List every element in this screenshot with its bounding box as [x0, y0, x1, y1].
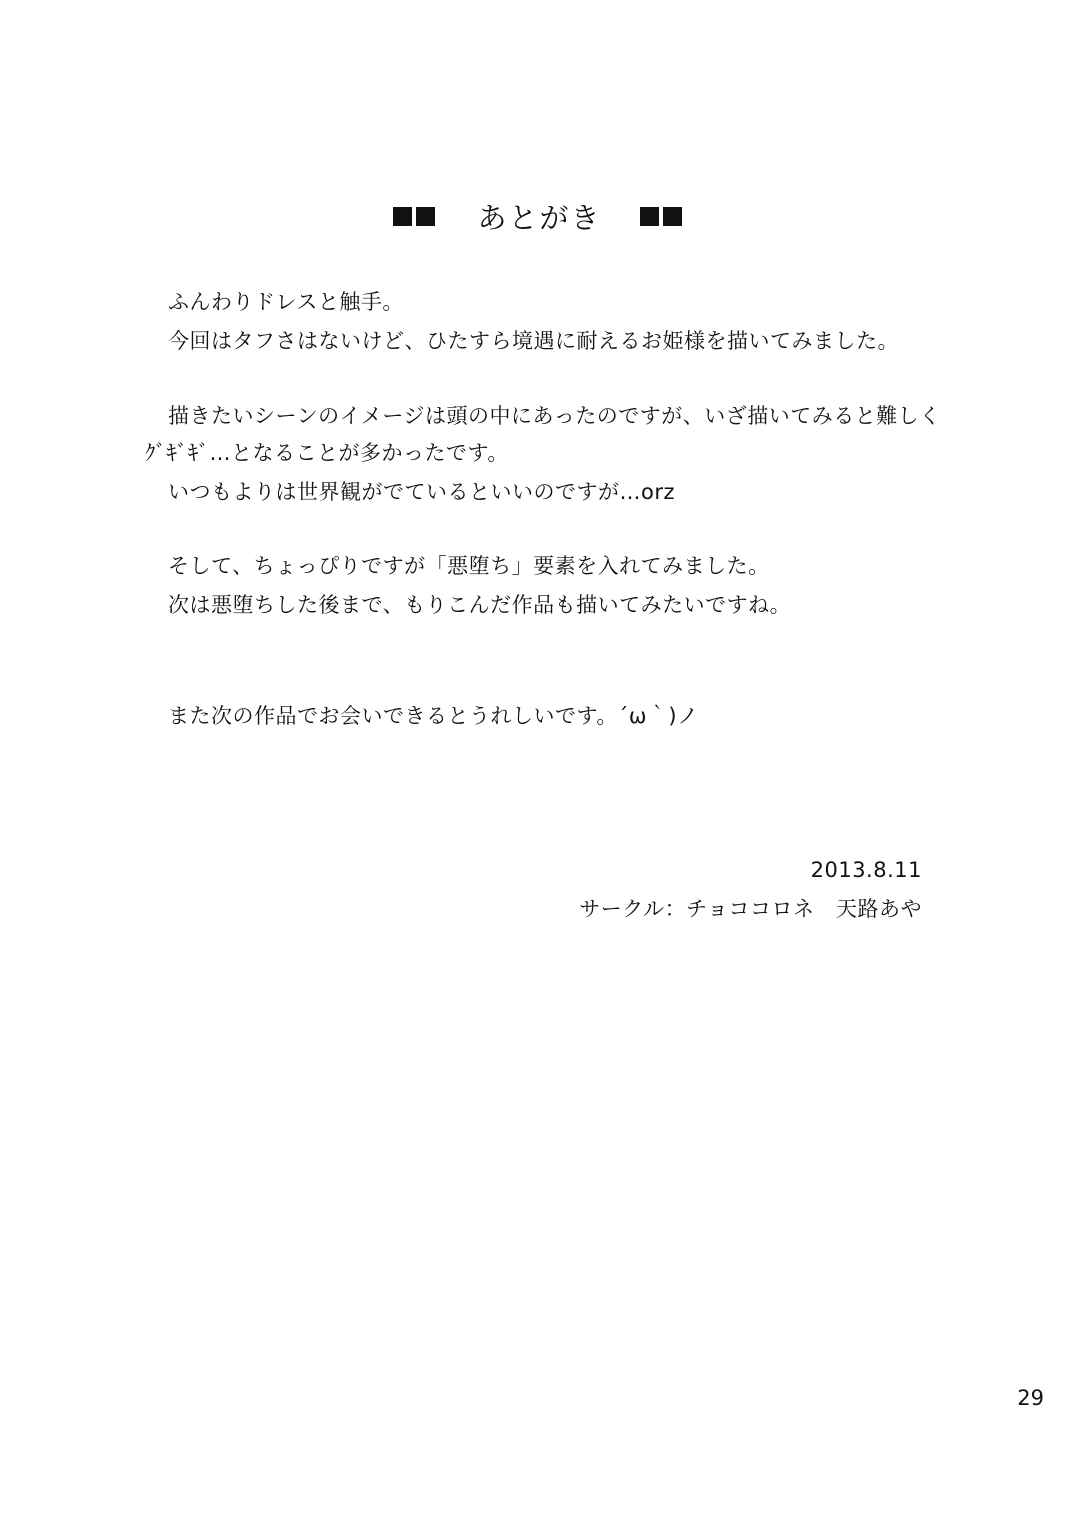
text-line: 次は悪堕ちした後まで、もりこんだ作品も描いてみたいですね。 [168, 593, 792, 617]
square-icon [393, 207, 412, 226]
text-line: 今回はタフさはないけど、ひたすら境遇に耐えるお姫様を描いてみました。 [168, 329, 899, 353]
text-line: ｸﾞｷﾞｷﾞ…となることが多かったです。 [145, 441, 509, 465]
text-line: ふんわりドレスと触手。 [168, 290, 404, 314]
text-line: 描きたいシーンのイメージは頭の中にあったのですが、いざ描いてみると難しく [168, 404, 941, 428]
text-line: そして、ちょっぴりですが「悪堕ち」要素を入れてみました。 [168, 554, 770, 578]
square-icon [416, 207, 435, 226]
square-icon [663, 207, 682, 226]
signature-circle: サークル：チョココロネ 天路あや [579, 897, 922, 921]
title-left-marks [393, 207, 435, 226]
square-icon [640, 207, 659, 226]
title-right-marks [640, 207, 682, 226]
page-title [0, 196, 1075, 236]
text-line: また次の作品でお会いできるとうれしいです。´ω｀)ノ [168, 704, 699, 728]
page-number: 29 [1017, 1386, 1044, 1410]
signature-date: 2013.8.11 [810, 858, 922, 882]
title-text: あとがき [477, 200, 602, 235]
text-line: いつもよりは世界観がでているといいのですが…orz [168, 480, 676, 504]
